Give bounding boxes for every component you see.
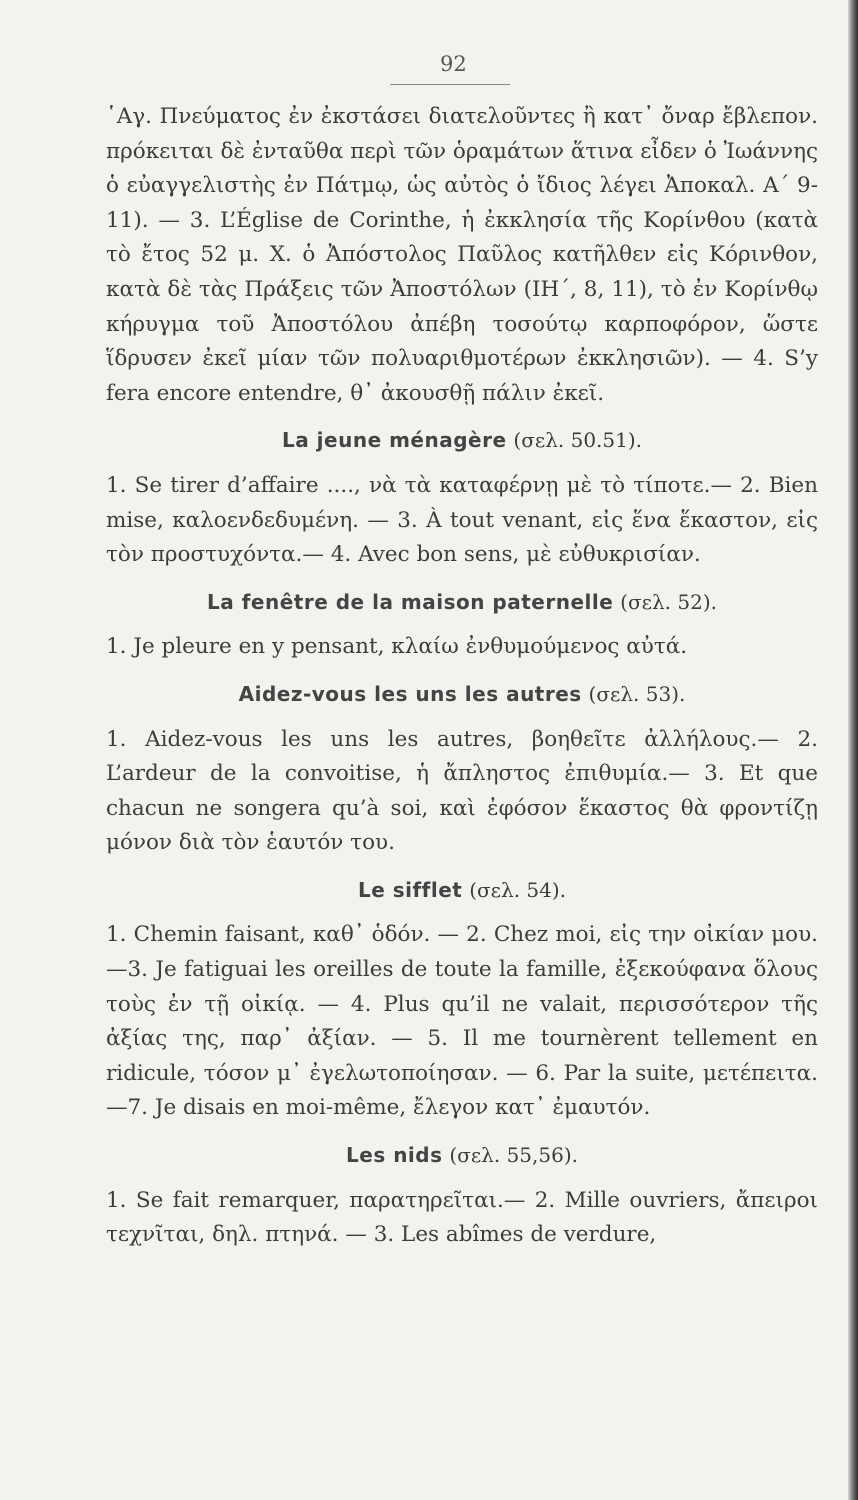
section-text-nids: 1. Se fait remarquer, παρατηρεῖται.— 2. Mille ouvriers, ἄπειροι τεχνῖται, δηλ. πτηνά. — 3. Les abîmes de verdure,	[106, 1187, 818, 1248]
section-heading-aidez-vous	[106, 677, 818, 713]
section-title: Les nids	[346, 1143, 443, 1168]
section-heading-fenetre	[106, 585, 818, 621]
section-heading-jeune-menagere	[106, 423, 818, 459]
section-text-fenetre: 1. Je pleure en y pensant, κλαίω ἐνθυμούμενος αὐτά.	[106, 634, 688, 660]
page-body	[106, 100, 818, 1253]
section-title: Le sifflet	[357, 877, 463, 902]
section-page-ref: (σελ. 52).	[620, 589, 717, 614]
section-text-jeune-menagere: 1. Se tirer d’affaire ...., νὰ τὰ καταφέρνῃ μὲ τὸ τίποτε.— 2. Bien mise, καλοενδεδυμένη. — 3. À tout venant, εἰς ἕνα ἕκαστον, εἰς τὸν προστυχόντα.— 4. Avec bon sens, μὲ εὐθυκρισίαν.	[106, 472, 818, 568]
section-page-ref: (σελ. 55,56).	[449, 1143, 578, 1168]
section-page-ref: (σελ. 50.51).	[513, 428, 643, 453]
page-edge-shadow	[848, 0, 858, 1500]
section-heading-nids	[106, 1138, 818, 1174]
section-heading-sifflet	[106, 873, 818, 909]
section-title: La jeune ménagère	[281, 428, 507, 453]
section-title: La fenêtre de la maison paternelle	[207, 589, 614, 614]
section-title: Aidez-vous les uns les autres	[238, 681, 582, 706]
section-text-sifflet: 1. Chemin faisant, καθ᾽ ὁδόν. — 2. Chez moi, εἰς την οἰκίαν μου.—3. Je fatiguai les oreilles de toute la famille, ἐξεκούφανα ὅλους τοὺς ἐν τῇ οἰκίᾳ. — 4. Plus qu’il ne valait, περισσότερον τῆς ἀξίας της, παρ᾽ ἀξίαν. — 5. Il me tournèrent tellement en ridicule, τόσον μ᾽ ἐγελωτοποίησαν. — 6. Par la suite, μετέπειτα.—7. Je disais en moi-même, ἔλεγον κατ᾽ ἐμαυτόν.	[106, 922, 818, 1121]
section-text-aidez-vous: 1. Aidez-vous les uns les autres, βοηθεῖτε ἀλλήλους.— 2. L’ardeur de la convoitise, ἡ ἄπληστος ἐπιθυμία.— 3. Et que chacun ne songera qu’à soi, καὶ ἐφόσον ἕκαστος θὰ φροντίζῃ μόνον διὰ τὸν ἑαυτόν του.	[106, 726, 818, 856]
section-page-ref: (σελ. 53).	[588, 681, 686, 706]
page-number-rule	[390, 84, 510, 85]
intro-paragraph: ῾Αγ. Πνεύματος ἐν ἐκστάσει διατελοῦντες ἢ κατ᾽ ὄναρ ἔβλεπον. πρόκειται δὲ ἐνταῦθα περὶ τῶν ὁραμάτων ἅτινα εἶδεν ὁ Ἰωάννης ὁ εὐαγγελιστὴς ἐν Πάτμῳ, ὡς αὐτὸς ὁ ἴδιος λέγει Ἀποκαλ. Α΄ 9-11). — 3. L’Église de Corinthe, ἡ ἐκκλησία τῆς Κορίνθου (κατὰ τὸ ἔτος 52 μ. Χ. ὁ Ἀπόστολος Παῦλος κατῆλθεν εἰς Κόρινθον, κατὰ δὲ τὰς Πράξεις τῶν Ἀποστόλων (ΙΗ΄, 8, 11), τὸ ἐν Κορίνθῳ κήρυγμα τοῦ Ἀποστόλου ἀπέβη τοσούτῳ καρποφόρον, ὥστε ἵδρυσεν ἐκεῖ μίαν τῶν πολυαριθμοτέρων ἐκκλησιῶν). — 4. S’y fera encore entendre, θ᾽ ἀκουσθῇ πάλιν ἐκεῖ.	[106, 104, 818, 406]
section-page-ref: (σελ. 54).	[469, 877, 567, 902]
page-number: 92	[440, 52, 467, 76]
